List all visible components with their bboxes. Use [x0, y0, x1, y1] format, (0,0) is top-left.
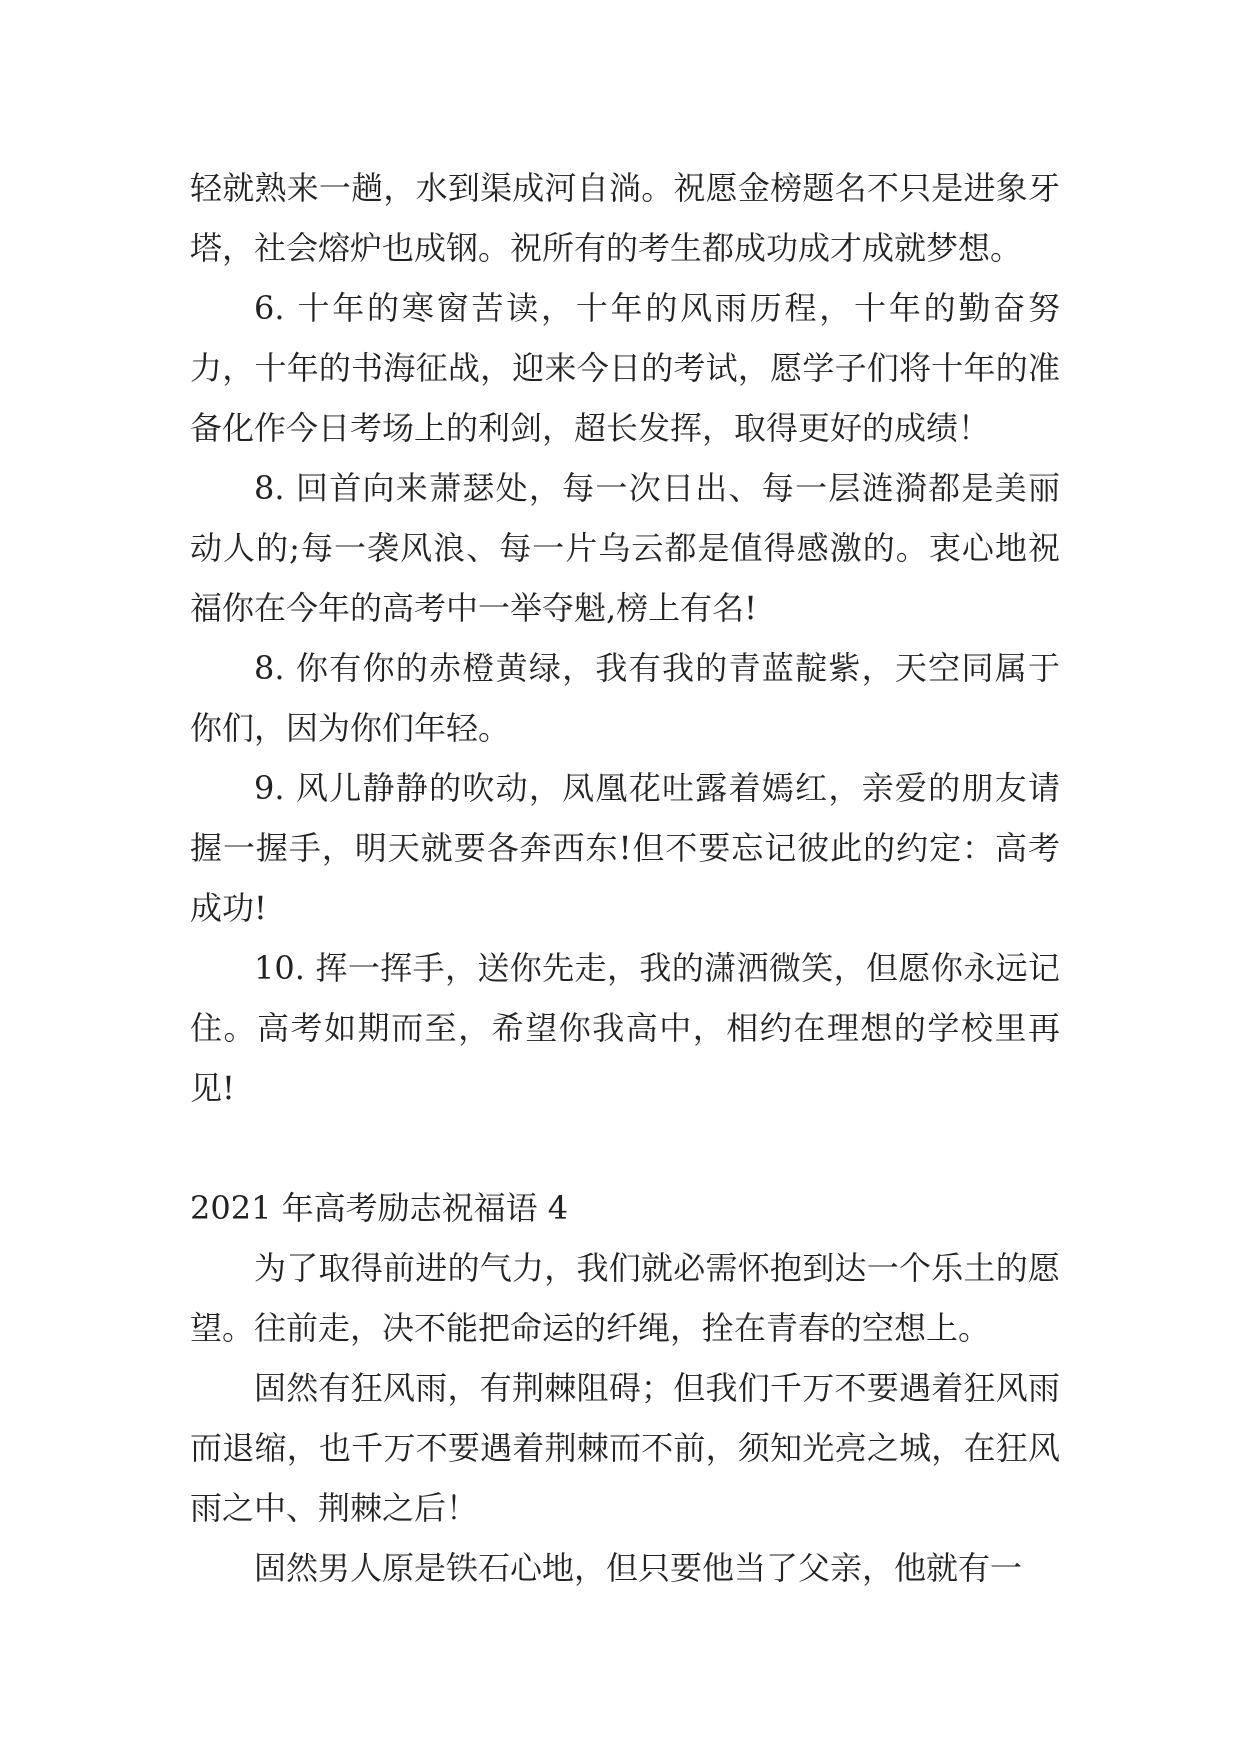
paragraph-wish-8b: 8. 你有你的赤橙黄绿，我有我的青蓝靛紫，天空同属于你们，因为你们年轻。 — [190, 649, 1060, 747]
paragraph-wish-8a: 8. 回首向来萧瑟处，每一次日出、每一层涟漪都是美丽动人的;每一袭风浪、每一片乌云都是值得感激的。衷心地祝福你在今年的高考中一举夺魁,榜上有名! — [190, 469, 1060, 627]
document-body — [190, 158, 1060, 1598]
paragraph-continued: 轻就熟来一趟，水到渠成河自淌。祝愿金榜题名不只是进象牙塔，社会熔炉也成钢。祝所有的考生都成功成才成就梦想。 — [190, 169, 1060, 267]
section-heading: 2021 年高考励志祝福语 4 — [190, 1189, 569, 1227]
paragraph-section4-1: 为了取得前进的气力，我们就必需怀抱到达一个乐土的愿望。往前走，决不能把命运的纤绳，拴在青春的空想上。 — [190, 1249, 1060, 1347]
paragraph-section4-2: 固然有狂风雨，有荆棘阻碍；但我们千万不要遇着狂风雨而退缩，也千万不要遇着荆棘而不前，须知光亮之城，在狂风雨之中、荆棘之后！ — [190, 1369, 1060, 1527]
paragraph-wish-9: 9. 风儿静静的吹动，凤凰花吐露着嫣红，亲爱的朋友请握一握手，明天就要各奔西东!但不要忘记彼此的约定：高考成功! — [190, 769, 1060, 927]
paragraph-wish-10: 10. 挥一挥手，送你先走，我的潇洒微笑，但愿你永远记住。高考如期而至，希望你我高中，相约在理想的学校里再见! — [190, 949, 1060, 1107]
paragraph-wish-6: 6. 十年的寒窗苦读，十年的风雨历程，十年的勤奋努力，十年的书海征战，迎来今日的考试，愿学子们将十年的准备化作今日考场上的利剑，超长发挥，取得更好的成绩！ — [190, 289, 1060, 447]
paragraph-section4-3: 固然男人原是铁石心地，但只要他当了父亲，他就有一 — [254, 1549, 1023, 1587]
